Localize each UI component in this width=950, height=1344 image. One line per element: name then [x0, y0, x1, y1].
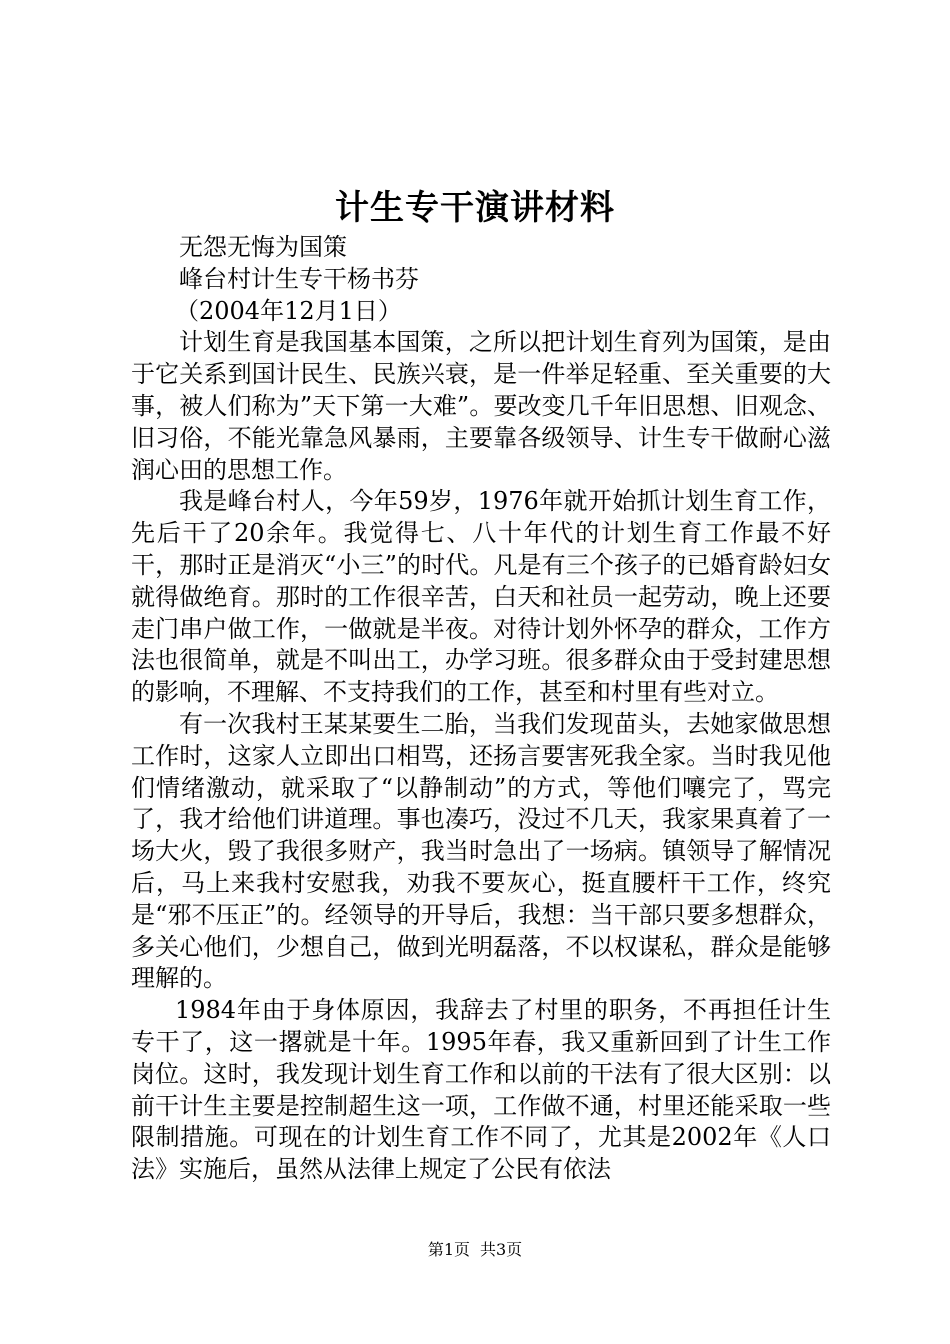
paragraph: 1984年由于身体原因，我辞去了村里的职务，不再担任计生专干了，这一撂就是十年。1995年春，我又重新回到了计生工作岗位。这时，我发现计划生育工作和以前的干法有了很大区别：以前干计生主要是控制超生这一项，工作做不通，村里还能采取一些限制措施。可现在的计划生育工作不同了，尤其是2002年《人口法》实施后，虽然从法律上规定了公民有依法	[131, 996, 831, 1184]
page-number: 第1页	[427, 1240, 470, 1259]
page-footer	[0, 1239, 950, 1261]
document-body	[131, 232, 831, 1186]
paragraph: 我是峰台村人，今年59岁，1976年就开始抓计划生育工作，先后干了20余年。我觉得七、八十年代的计划生育工作最不好干，那时正是消灭“小三”的时代。凡是有三个孩子的已婚育龄妇女就得做绝育。那时的工作很辛苦，白天和社员一起劳动，晚上还要走门串户做工作，一做就是半夜。对待计划外怀孕的群众，工作方法也很简单，就是不叫出工，办学习班。很多群众由于受封建思想的影响，不理解、不支持我们的工作，甚至和村里有些对立。	[131, 487, 831, 707]
document-title: 计生专干演讲材料	[335, 188, 615, 228]
document-subtitle: 无怨无悔为国策	[179, 233, 347, 261]
page-total: 共3页	[480, 1240, 523, 1259]
date-line: （2004年12月1日）	[175, 296, 402, 325]
paragraph: 有一次我村王某某要生二胎，当我们发现苗头，去她家做思想工作时，这家人立即出口相骂，还扬言要害死我全家。当时我见他们情绪激动，就采取了“以静制动”的方式，等他们嚷完了，骂完了，我才给他们讲道理。事也凑巧，没过不几天，我家果真着了一场大火，毁了我很多财产，我当时急出了一场病。镇领导了解情况后，马上来我村安慰我，劝我不要灰心，挺直腰杆干工作，终究是“邪不压正”的。经领导的开导后，我想：当干部只要多想群众，多关心他们，少想自己，做到光明磊落，不以权谋私，群众是能够理解的。	[131, 709, 831, 993]
paragraph: 计划生育是我国基本国策，之所以把计划生育列为国策，是由于它关系到国计民生、民族兴衰，是一件举足轻重、至关重要的大事，被人们称为”天下第一大难”。要改变几千年旧思想、旧观念、旧习俗，不能光靠急风暴雨，主要靠各级领导、计生专干做耐心滋润心田的思想工作。	[131, 328, 831, 484]
author-line: 峰台村计生专干杨书芬	[179, 264, 419, 293]
